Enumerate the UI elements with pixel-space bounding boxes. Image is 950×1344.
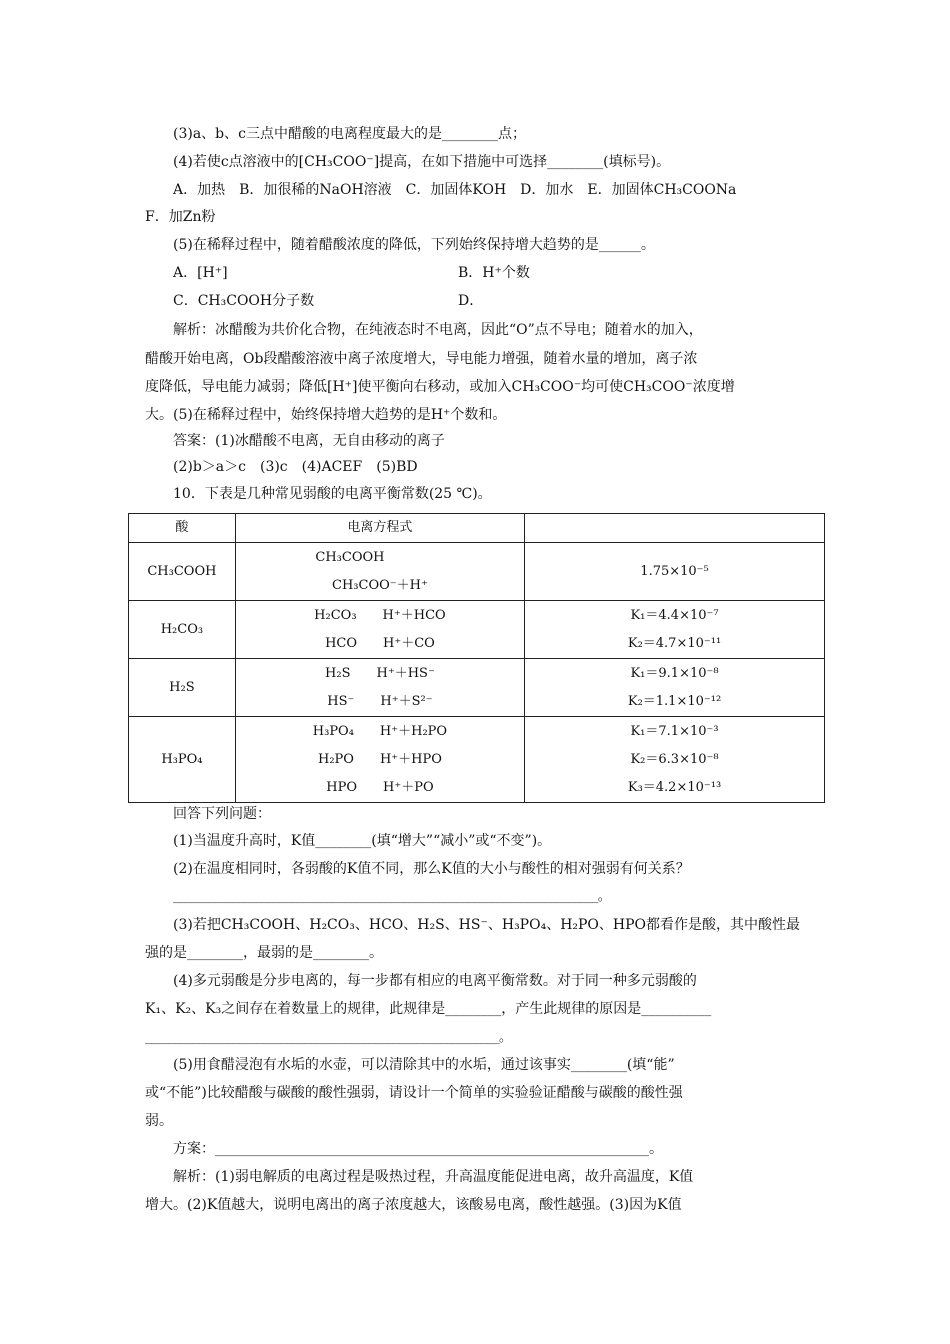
constant: K₂＝1.1×10⁻¹² xyxy=(627,693,722,709)
constant: K₁＝4.4×10⁻⁷ xyxy=(630,607,719,623)
equation: H₂CO₃ H⁺＋HCO xyxy=(314,607,446,623)
equation: H₂S H⁺＋HS⁻ xyxy=(325,665,435,681)
text-line: K₁、K₂、K₃之间存在着数量上的规律，此规律是________，产生此规律的原因是__________ xyxy=(145,1001,712,1017)
text-line: A．[H⁺] xyxy=(173,265,228,281)
equation-cell xyxy=(235,659,524,717)
table-row xyxy=(129,717,825,803)
table-header-cell: 电离方程式 xyxy=(235,514,524,543)
text-line: C．CH₃COOH分子数 xyxy=(173,293,315,309)
constant: K₂＝4.7×10⁻¹¹ xyxy=(627,635,722,651)
text-line: A．加热 B．加很稀的NaOH溶液 C．加固体KOH D．加水 E．加固体CH₃COONa xyxy=(173,182,737,198)
text-line: D． xyxy=(458,293,484,309)
text-line: 弱。 xyxy=(145,1113,173,1129)
text-line: (4)多元弱酸是分步电离的，每一步都有相应的电离平衡常数。对于同一种多元弱酸的 xyxy=(173,973,697,989)
text-line: 方案：______________________________________________________________。 xyxy=(173,1141,663,1157)
acid-cell: H₃PO₄ xyxy=(129,717,236,803)
text-line: 答案：(1)冰醋酸不电离，无自由移动的离子 xyxy=(173,433,445,449)
text-line: 10．下表是几种常见弱酸的电离平衡常数(25 ℃)。 xyxy=(173,486,492,502)
equation: CH₃COOH xyxy=(315,549,385,565)
table-row xyxy=(129,659,825,717)
text-line: ____________________________________________________________。 xyxy=(145,1030,512,1045)
equation-cell xyxy=(235,601,524,659)
text-line: B．H⁺个数 xyxy=(458,265,530,281)
text-line: 醋酸开始电离，Ob段醋酸溶液中离子浓度增大，导电能力增强，随着水量的增加，离子浓 xyxy=(145,351,698,367)
table-row xyxy=(129,543,825,601)
constant-cell xyxy=(525,659,825,717)
equation-cell xyxy=(235,717,524,803)
text-line: 解析：冰醋酸为共价化合物，在纯液态时不电离，因此“O”点不导电；随着水的加入， xyxy=(173,322,703,338)
constant: K₁＝7.1×10⁻³ xyxy=(630,723,719,739)
table-header-cell: 酸 xyxy=(129,514,236,543)
text-line: (5)在稀释过程中，随着醋酸浓度的降低，下列始终保持增大趋势的是______。 xyxy=(173,237,655,253)
acid-cell: H₂S xyxy=(129,659,236,717)
text-line: (3)a、b、c三点中醋酸的电离程度最大的是________点； xyxy=(173,126,526,142)
constant: K₂＝6.3×10⁻⁸ xyxy=(630,751,719,767)
text-line: 强的是________，最弱的是________。 xyxy=(145,945,383,961)
constant-cell xyxy=(525,717,825,803)
acid-cell: CH₃COOH xyxy=(129,543,236,601)
text-line: 或“不能”)比较醋酸与碳酸的酸性强弱，请设计一个简单的实验验证醋酸与碳酸的酸性强 xyxy=(145,1085,683,1101)
text-line: (2)在温度相同时，各弱酸的K值不同，那么K值的大小与酸性的相对强弱有何关系？ xyxy=(173,861,690,877)
text-line: ________________________________________________________________________。 xyxy=(173,889,611,904)
equation: H₂PO H⁺＋HPO xyxy=(317,751,442,767)
text-line: F．加Zn粉 xyxy=(145,209,216,225)
equation-cell xyxy=(235,543,524,601)
text-line: 大。(5)在稀释过程中，始终保持增大趋势的是H⁺个数和。 xyxy=(145,407,507,423)
text-line: (4)若使c点溶液中的[CH₃COO⁻]提高，在如下措施中可选择________(填标号)。 xyxy=(173,154,671,170)
text-line: 解析：(1)弱电解质的电离过程是吸热过程，升高温度能促进电离，故升高温度，K值 xyxy=(173,1169,694,1185)
constant: K₁＝9.1×10⁻⁸ xyxy=(630,665,719,681)
equation: H₃PO₄ H⁺＋H₂PO xyxy=(312,723,448,739)
equation: HCO H⁺＋CO xyxy=(325,635,435,651)
constant-cell xyxy=(525,601,825,659)
text-line: 增大。(2)K值越大，说明电离出的离子浓度越大，该酸易电离，酸性越强。(3)因为K值 xyxy=(145,1197,682,1213)
constant: K₃＝4.2×10⁻¹³ xyxy=(627,779,722,795)
ionization-constants-table xyxy=(128,513,825,803)
text-line: 回答下列问题： xyxy=(173,806,271,822)
constant-cell xyxy=(525,543,825,601)
text-line: 度降低，导电能力减弱；降低[H⁺]使平衡向右移动，或加入CH₃COO⁻均可使CH₃COO⁻浓度增 xyxy=(145,379,735,395)
text-line: (5)用食醋浸泡有水垢的水壶，可以清除其中的水垢，通过该事实________(填“能” xyxy=(173,1057,675,1073)
equation: CH₃COO⁻＋H⁺ xyxy=(332,577,428,593)
equation: HS⁻ H⁺＋S²⁻ xyxy=(327,693,433,709)
acid-cell: H₂CO₃ xyxy=(129,601,236,659)
constant: 1.75×10⁻⁵ xyxy=(640,563,709,579)
text-line: (2)b＞a＞c (3)c (4)ACEF (5)BD xyxy=(173,459,418,475)
table-header-cell xyxy=(525,514,825,543)
text-line: (3)若把CH₃COOH、H₂CO₃、HCO、H₂S、HS⁻、H₃PO₄、H₂PO、HPO都看作是酸，其中酸性最 xyxy=(173,917,801,933)
table-row xyxy=(129,601,825,659)
equation: HPO H⁺＋PO xyxy=(326,779,434,795)
text-line: (1)当温度升高时，K值________(填“增大”“减小”或“不变”)。 xyxy=(173,833,552,849)
